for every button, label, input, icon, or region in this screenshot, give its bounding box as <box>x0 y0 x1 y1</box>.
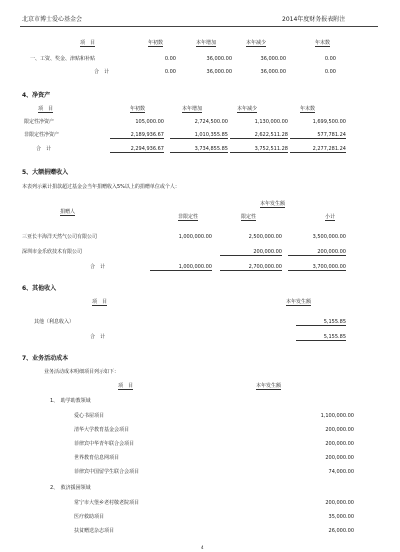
table-cell: 1,699,500.00 <box>312 119 346 125</box>
table-row-label: 深圳市金乐欣技术有限公司 <box>22 249 83 255</box>
col-header-begin: 年初数 <box>130 106 146 112</box>
list-item-amount: 35,000.00 <box>328 514 354 520</box>
col-header-end: 年末数 <box>315 40 331 46</box>
table-cell: 1,000,000.00 <box>150 264 212 271</box>
section-note: 本表列示累计捐款超过基金会当年捐赠收入5%以上的捐赠单位或个人： <box>22 184 180 190</box>
table-cell: 2,189,936.67 <box>110 132 164 139</box>
list-item-label: 常宁市大堡乡老村敬老院项目 <box>74 500 140 506</box>
table-cell: 3,734,855.85 <box>170 146 228 153</box>
col-header-unrestricted: 非限定性 <box>178 214 199 220</box>
table-cell: 577,781.24 <box>290 132 346 139</box>
list-item-amount: 74,000.00 <box>328 469 354 475</box>
col-header-amount: 本年发生额 <box>286 299 312 305</box>
header-rule <box>20 26 378 27</box>
table-cell: 200,000.00 <box>288 249 346 256</box>
table-cell: 105,000.00 <box>135 119 164 125</box>
col-header-decrease: 本年减少 <box>246 40 267 46</box>
list-item-label: 菲律宾中国留学生联合会项目 <box>74 469 140 475</box>
table-cell: 2,500,000.00 <box>248 234 282 240</box>
table-cell: 36,000.00 <box>260 56 286 62</box>
list-item-amount: 200,000.00 <box>325 500 354 506</box>
table-cell: 2,277,281.24 <box>290 146 346 153</box>
section-title-large-donations: 5、大额捐赠收入 <box>22 169 69 176</box>
table-cell: 0.00 <box>324 56 336 62</box>
col-header-amount: 本年发生额 <box>256 383 282 389</box>
col-header-item: 项 目 <box>92 299 108 305</box>
table-cell: 1,130,000.00 <box>254 119 288 125</box>
table-cell: 3,500,000.00 <box>312 234 346 240</box>
table-cell: 2,294,936.67 <box>110 146 164 153</box>
col-header-group: 本年发生额 <box>260 201 286 207</box>
list-item-amount: 200,000.00 <box>325 441 354 447</box>
page-number: 4 <box>201 545 204 550</box>
table-cell: 36,000.00 <box>260 69 286 75</box>
table-cell: 3,752,511.28 <box>230 146 288 153</box>
list-item-amount: 1,100,000.00 <box>320 413 354 419</box>
table-cell: 36,000.00 <box>206 56 232 62</box>
section-note: 业务活动成本明细项目列示如下： <box>44 369 120 375</box>
table-cell: 3,700,000.00 <box>288 264 346 271</box>
table-cell: 2,724,500.00 <box>194 119 228 125</box>
table-total-label: 合 计 <box>90 264 106 270</box>
category-relief: 2、 救济援困领域 <box>50 485 91 491</box>
col-header-increase: 本年增加 <box>182 106 203 112</box>
col-header-increase: 本年增加 <box>196 40 217 46</box>
table-cell: 200,000.00 <box>220 249 282 256</box>
list-item-label: 扶贫赠送杂志项目 <box>74 528 115 534</box>
header-org: 北京市博士爱心基金会 <box>22 16 83 23</box>
table-cell: 5,155.85 <box>296 334 346 341</box>
table-row-label: 限定性净资产 <box>24 119 55 125</box>
col-header-subtotal: 小计 <box>325 214 336 220</box>
col-header-item: 项 目 <box>118 383 134 389</box>
table-row-label: 一、工资、奖金、津贴和补贴 <box>30 56 96 62</box>
col-header-restricted: 限定性 <box>241 214 257 220</box>
list-item-amount: 26,000.00 <box>328 528 354 534</box>
col-header-donor: 捐赠人 <box>60 209 76 215</box>
table-total-label: 合 计 <box>90 334 106 340</box>
table-cell: 5,155.85 <box>296 319 346 326</box>
table-row-label: 非限定性净资产 <box>24 132 60 138</box>
table-cell: 1,000,000.00 <box>178 234 212 240</box>
table-cell: 0.00 <box>164 69 176 75</box>
col-header-item: 项 目 <box>38 106 54 112</box>
table-total-label: 合 计 <box>94 69 110 75</box>
table-cell: 2,700,000.00 <box>220 264 282 271</box>
list-item-label: 医疗救助项目 <box>74 514 105 520</box>
table-cell: 36,000.00 <box>206 69 232 75</box>
table-row-label: 其他（利息收入） <box>34 319 75 325</box>
table-cell: 1,010,355.85 <box>170 132 228 139</box>
header-report-title: 2014年度财务报表附注 <box>282 16 346 23</box>
list-item-label: 清华大学教育基金会项目 <box>74 427 130 433</box>
col-header-end: 年末数 <box>300 106 316 112</box>
list-item-amount: 200,000.00 <box>325 427 354 433</box>
section-title-operating-costs: 7、业务活动成本 <box>22 355 69 362</box>
section-title-other-income: 6、其他收入 <box>22 285 57 292</box>
table-cell: 2,622,511.28 <box>230 132 288 139</box>
col-header-begin: 年初数 <box>148 40 164 46</box>
table-cell: 0.00 <box>164 56 176 62</box>
table-row-label: 三亚长丰海洋天然气公司有限公司 <box>22 234 98 240</box>
col-header-item: 项 目 <box>80 40 96 46</box>
table-cell: 0.00 <box>324 69 336 75</box>
col-header-decrease: 本年减少 <box>237 106 258 112</box>
category-education: 1、 助学助教领域 <box>50 398 91 404</box>
list-item-label: 菲律宾中华青年联合会项目 <box>74 441 135 447</box>
table-total-label: 合 计 <box>36 146 52 152</box>
list-item-label: 世界教育信息网项目 <box>74 455 120 461</box>
section-title-net-assets: 4、净资产 <box>22 92 51 99</box>
list-item-amount: 200,000.00 <box>325 455 354 461</box>
list-item-label: 爱心书屋项目 <box>74 413 105 419</box>
